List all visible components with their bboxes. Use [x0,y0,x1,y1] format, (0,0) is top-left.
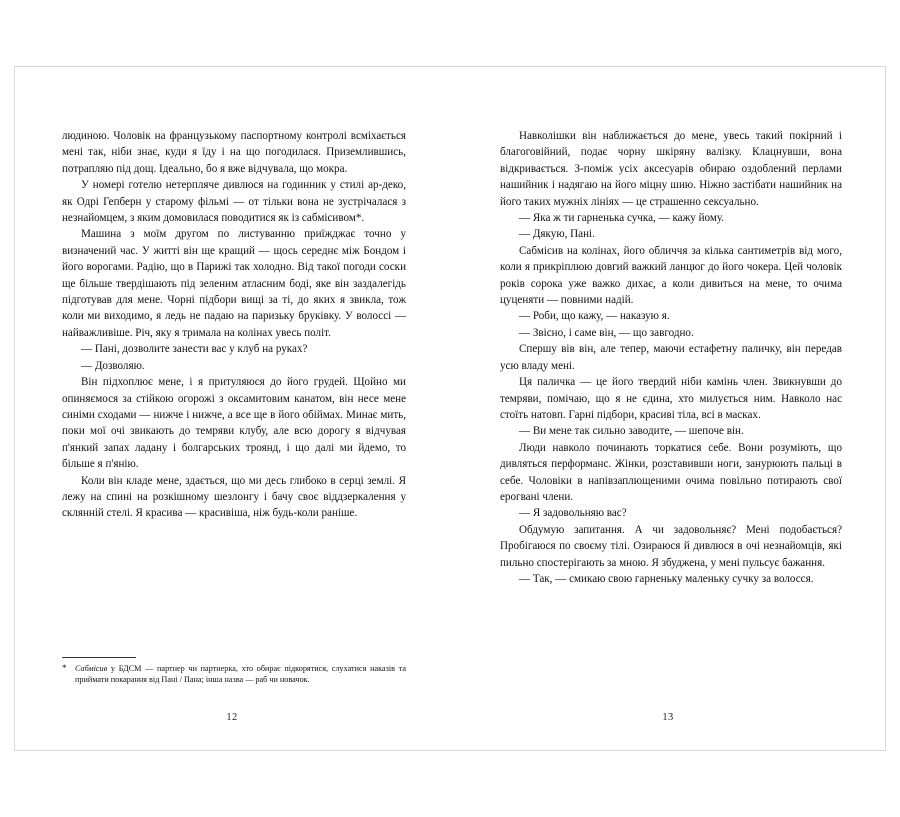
paragraph-dialogue: — Так, — смикаю свою гарненьку маленьку сучку за волосся. [519,572,814,585]
paragraph: Ця паличка — це його твердий ніби камінь член. Звикнувши до темряви, помічаю, що я не єдина, хто милується ним. Навколо нас стоїть натовп. Гарні підбори, красиві тіла, всі в масках. [500,376,842,421]
spread-columns [14,66,886,751]
footnote-block [62,657,406,685]
paragraph-dialogue: — Яка ж ти гарненька сучка, — кажу йому. [519,212,725,225]
paragraph: Спершу вів він, але тепер, маючи естафетну паличку, він передав усю владу мені. [500,343,842,372]
paragraph: Він підхоплює мене, і я притуляюся до його грудей. Щойно ми опиняємося за стійкою огорожі з оксамитовим канатом, він несе мене синіми сходами — нижче і нижче, а все ще в його обіймах. Минає мить, поки мої очі звикають до темряви клубу, але всю дорогу я відчувая п'янкий запах ладану і болгарських троянд, і що далі ми йдемо, то більше я п'янію. [62,376,406,471]
left-page-body [62,128,406,522]
footnote [62,663,406,685]
paragraph: Сабмісив на колінах, його обличчя за кілька сантиметрів від мого, коли я прикріплюю довгий важкий ланцюг до його чокера. Цей чоловік років сорока уже важко дихає, а коли дивиться на мене, то очима цуценяти — повними надій. [500,244,842,307]
paragraph: людиною. Чоловік на французькому паспортному контролі всміхається мені так, ніби знає, куди я їду і на що погодилася. Приземлившись, потрапляю під дощ. Ідеально, бо я вже відчувала, що мокра. [62,130,406,175]
page-number-left: 12 [226,712,238,723]
paragraph: Машина з моїм другом по листуванню приїжджає точно у визначений час. У житті він ще кращий — щось середнє між Бондом і його ворогами. Радію, що в Парижі так холодно. Від такої погоди соски ще більше твердішають під зеленим атласним боді, яке він заздалегідь підготував для мене. Чорні підбори вищі за ті, до яких я звикла, тож коли ми виходимо, я ледь не падаю на паризьку бруківку. У волоссі — найважливіше. Річ, яку я тримала на колінах увесь політ. [62,228,406,339]
paragraph: Люди навколо починають торкатися себе. Вони розуміють, що дивляться перформанс. Жінки, розставивши ноги, занурюють пальці в себе. Чоловіки в напівзаплющеними очима повільно потирають свої ерогвані члени. [500,441,842,503]
right-page [450,66,886,751]
right-page-body [500,128,842,587]
paragraph: Обдумую запитання. А чи задовольняє? Мені подобається? Пробігаюся по своєму тілі. Озираюся й дивлюся в очі незнайомців, які пильно спостерігають за мною. Я збуджена, у мені пульсує бажання. [500,523,842,569]
page-number-right: 13 [662,712,674,723]
paragraph-dialogue: — Пані, дозволите занести вас у клуб на руках? [81,343,308,356]
paragraph-dialogue: — Звісно, і саме він, — що завгодно. [519,326,694,339]
paragraph-dialogue: — Дозволяю. [81,359,145,372]
paragraph: Коли він кладе мене, здається, що ми десь глибоко в серці землі. Я лежу на спині на розкішному шезлонгу і бачу своє віддзеркалення у склянній стелі. Я красива — красивіша, ніж будь-коли раніше. [62,474,406,520]
footnote-rule [62,657,136,658]
paragraph-dialogue: — Роби, що кажу, — наказую я. [519,310,670,323]
footnote-term: Сабмісив [75,663,108,673]
paragraph: У номері готелю нетерпляче дивлюся на годинник у стилі ар-деко, як Одрі Гепберн у старому фільмі — от тільки вона не зустрічалася з незнайомцем, з яким домовилася поводитися як із сабмісивом*. [62,179,406,225]
paragraph: Навколішки він наближається до мене, увесь такий покірний і благоговійний, подає чорну шкіряну валізку. Клацнувши, вона відкривається. З-поміж усіх аксесуарів обираю оздоблений перлами нашийник і надягаю на його міцну шию. Ніжно застібати нашийник на його таких мужніх лініях — це страшенно сексуально. [500,130,842,208]
footnote-text: у БДСМ — партнер чи партнерка, хто обирає підкорятися, слухатися наказів та приймати покарання від Пані / Пана; інша назва — раб чи новачок. [75,663,406,684]
footnote-marker: * [62,662,67,673]
paragraph-dialogue: — Ви мене так сильно заводите, — шепоче він. [519,425,744,438]
paragraph-dialogue: — Дякую, Пані. [519,228,595,241]
paragraph-dialogue: — Я задовольняю вас? [519,507,627,520]
left-page [14,66,450,751]
